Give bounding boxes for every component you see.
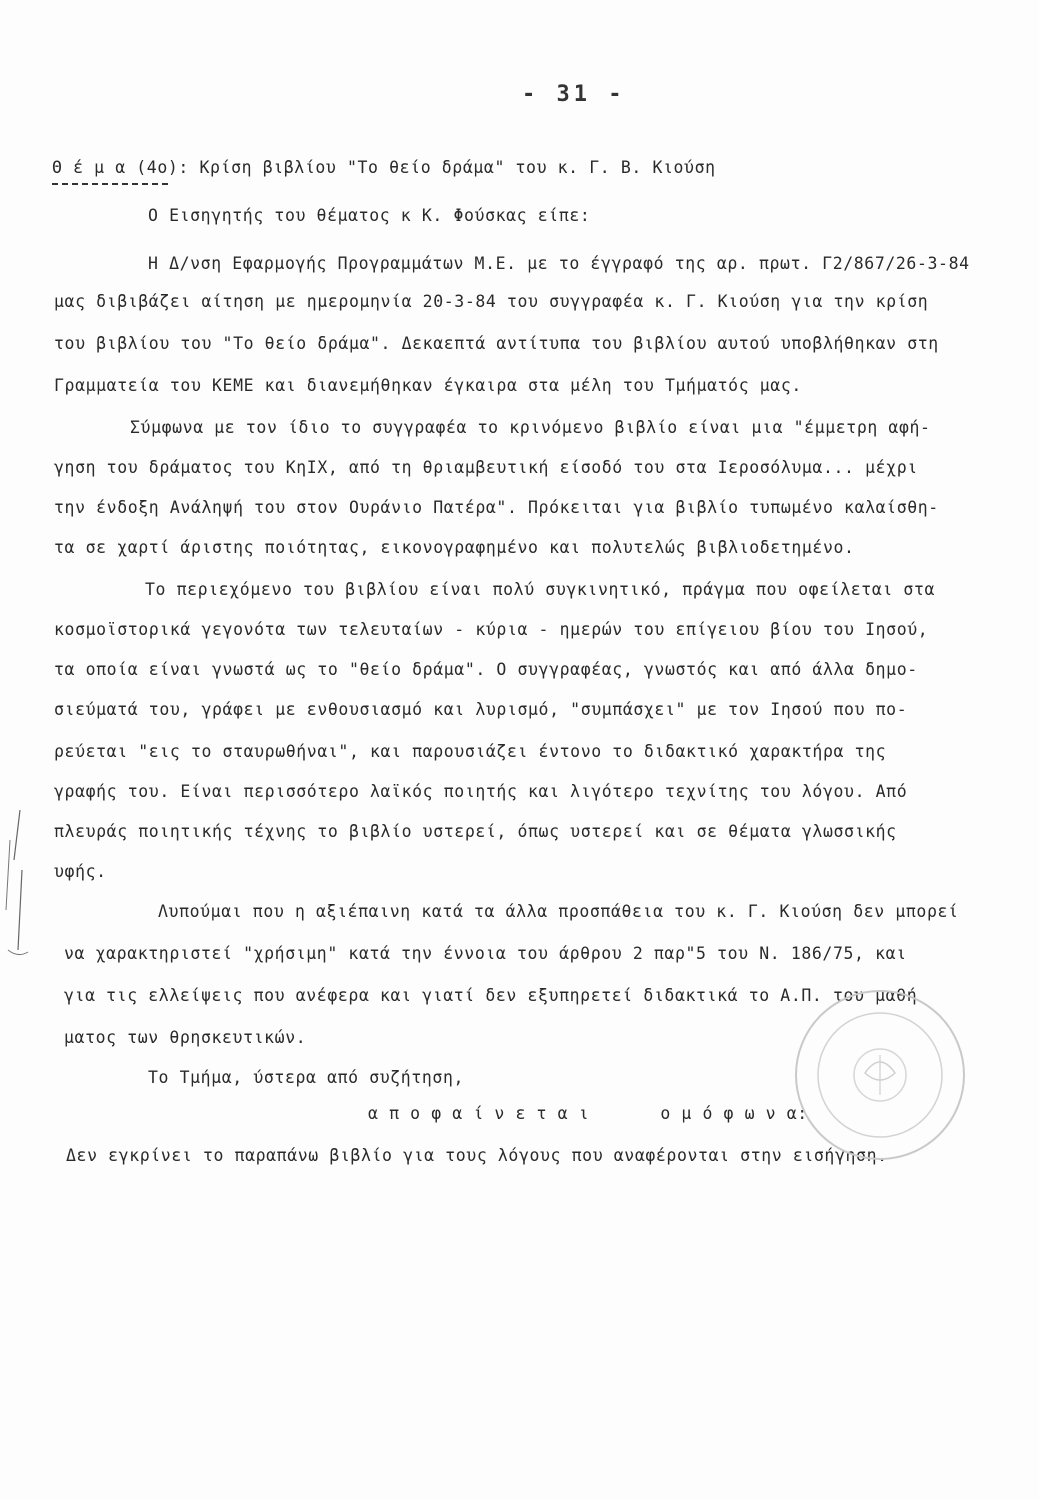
body-line-18: Λυπούμαι που η αξιέπαινη κατά τα άλλα προσπάθεια του κ. Γ. Κιούση δεν μπορεί xyxy=(158,902,959,921)
body-line-2: Η Δ/νση Εφαρμογής Προγραμμάτων Μ.Ε. με το έγγραφό της αρ. πρωτ. Γ2/867/26-3-84 xyxy=(148,254,970,273)
body-line-15: γραφής του. Είναι περισσότερο λαϊκός ποιητής και λιγότερο τεχνίτης του λόγου. Από xyxy=(54,782,908,801)
body-line-6: Σύμφωνα με τον ίδιο το συγγραφέα το κρινόμενο βιβλίο είναι μια "έμμετρη αφή- xyxy=(130,418,931,437)
body-line-7: γηση του δράματος του ΚηΙΧ, από τη θριαμβευτική είσοδό του στα Ιεροσόλυμα... μέχρι xyxy=(54,458,918,477)
body-line-20: για τις ελλείψεις που ανέφερα και γιατί δεν εξυπηρετεί διδακτικά το Α.Π. του μαθή xyxy=(64,986,918,1005)
body-line-16: πλευράς ποιητικής τέχνης το βιβλίο υστερεί, όπως υστερεί και σε θέματα γλωσσικής xyxy=(54,822,897,841)
subject-underline xyxy=(52,183,168,185)
subject-line xyxy=(52,158,716,178)
body-line-4: του βιβλίου του "Το θείο δράμα". Δεκαεπτά αντίτυπα του βιβλίου αυτού υποβλήθηκαν στη xyxy=(54,334,939,353)
body-line-19: να χαρακτηριστεί "χρήσιμη" κατά την έννοια του άρθρου 2 παρ"5 του Ν. 186/75, και xyxy=(64,944,907,963)
body-line-10: Το περιεχόμενο του βιβλίου είναι πολύ συγκινητικό, πράγμα που οφείλεται στα xyxy=(145,580,936,599)
subject-text: Κρίση βιβλίου "Το θείο δράμα" του κ. Γ. Β. Κιούση xyxy=(199,158,716,177)
body-line-8: την ένδοξη Ανάληψή του στον Ουράνιο Πατέρα". Πρόκειται για βιβλίο τυπωμένο καλαίσθη- xyxy=(54,498,939,517)
body-line-13: σιεύματά του, γράφει με ενθουσιασμό και λυρισμό, "συμπάσχει" με τον Ιησού που πο- xyxy=(54,700,908,719)
decision-verb: α π ο φ α ί ν ε τ α ι xyxy=(368,1104,590,1123)
body-line-21: ματος των θρησκευτικών. xyxy=(64,1028,307,1047)
body-line-12: τα οποία είναι γνωστά ως το "θείο δράμα". Ο συγγραφέας, γνωστός και από άλλα δημο- xyxy=(54,660,918,679)
official-stamp xyxy=(790,985,970,1165)
body-line-1: Ο Εισηγητής του θέματος κ Κ. Φούσκας είπε: xyxy=(148,206,591,225)
body-line-11: κοσμοϊστορικά γεγονότα των τελευταίων - κύρια - ημερών του επίγειου βίου του Ιησού, xyxy=(54,620,929,639)
body-line-5: Γραμματεία του ΚΕΜΕ και διανεμήθηκαν έγκαιρα στα μέλη του Τμήματός μας. xyxy=(54,376,802,395)
body-line-3: μας διβιβάζει αίτηση με ημερομηνία 20-3-84 του συγγραφέα κ. Γ. Κιούση για την κρίση xyxy=(54,292,929,311)
final-decision-line: Δεν εγκρίνει το παραπάνω βιβλίο για τους λόγους που αναφέρονται στην εισήγηση. xyxy=(66,1146,888,1165)
body-line-9: τα σε χαρτί άριστης ποιότητας, εικονογραφημένο και πολυτελώς βιβλιοδετημένο. xyxy=(54,538,855,557)
margin-pencil-marks xyxy=(0,800,40,980)
decision-line xyxy=(368,1104,808,1124)
subject-label: Θ έ μ α (4ο): xyxy=(52,158,189,177)
page-number: - 31 - xyxy=(522,82,626,107)
body-line-17: υφής. xyxy=(54,862,107,881)
decision-manner: ο μ ό φ ω ν α: xyxy=(660,1104,808,1123)
body-line-22: Το Τμήμα, ύστερα από συζήτηση, xyxy=(148,1068,465,1087)
body-line-14: ρεύεται "εις το σταυρωθήναι", και παρουσιάζει έντονο το διδακτικό χαρακτήρα της xyxy=(54,742,887,761)
